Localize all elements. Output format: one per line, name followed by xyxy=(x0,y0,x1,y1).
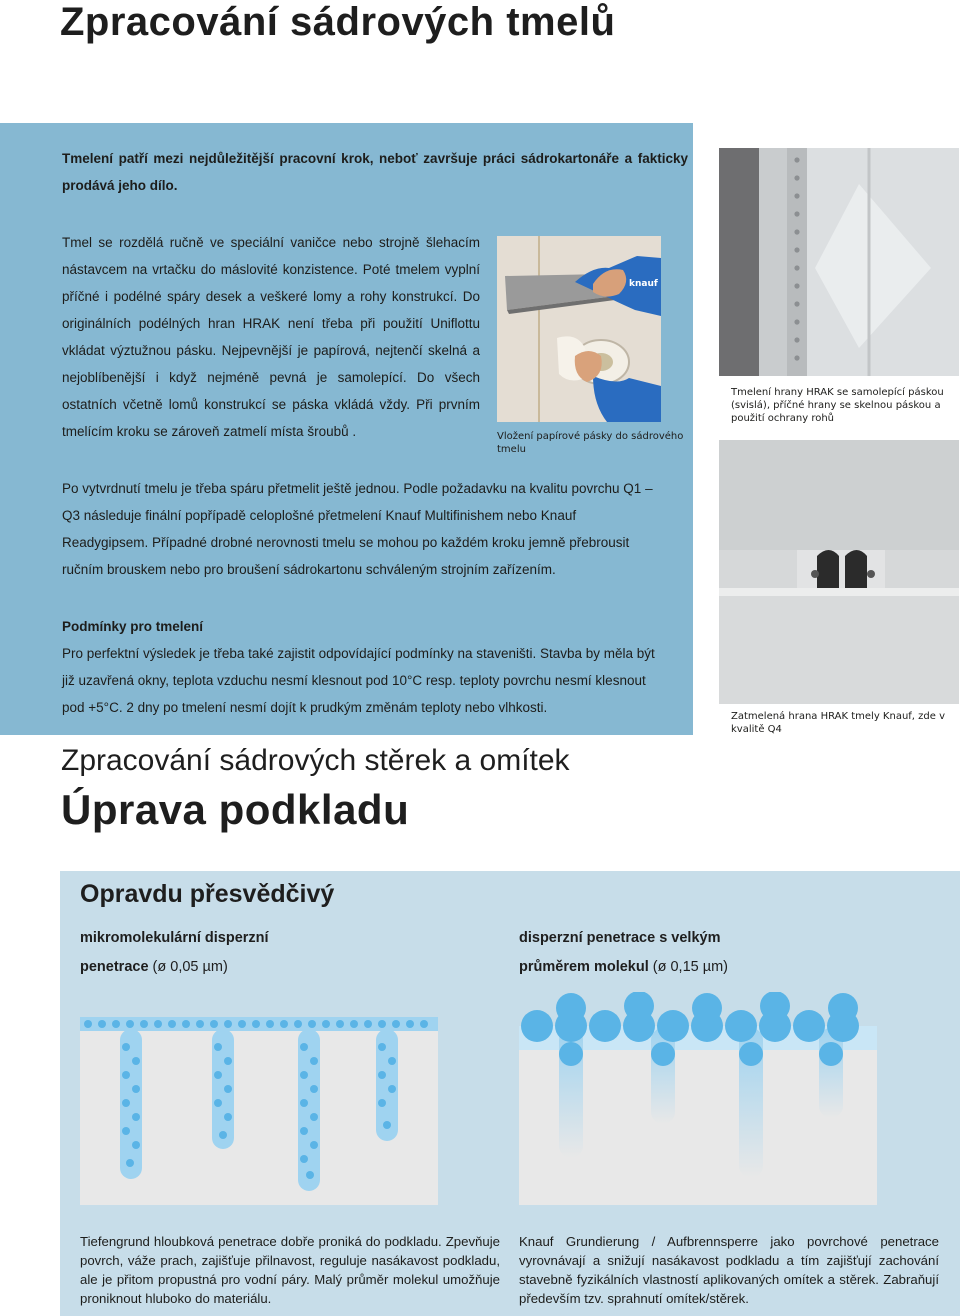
section-title: Zpracování sádrových stěrek a omítek xyxy=(61,744,570,777)
large-molecule-diagram xyxy=(519,992,877,1205)
large-molecule-title xyxy=(519,924,819,982)
conditions-heading: Podmínky pro tmelení xyxy=(62,619,204,634)
photo-corner-protection xyxy=(719,148,959,376)
micro-penetration-title xyxy=(80,924,380,982)
photo-finished-edge xyxy=(719,440,959,704)
pore-3 xyxy=(298,1029,320,1191)
photo-finished-edge-caption: Zatmelená hrana HRAK tmely Knauf, zde v kvalitě Q4 xyxy=(731,711,946,735)
photo-corner-protection-illustration xyxy=(719,148,959,376)
micro-penetration-title-bold: penetrace xyxy=(80,959,149,975)
deep-penetration-diagram xyxy=(80,1017,438,1205)
photo-finished-edge-illustration xyxy=(719,440,959,704)
micro-penetration-title-line1: mikromolekulární disperzní xyxy=(80,930,269,946)
conditions-paragraph: Pro perfektní výsledek je třeba také zajistit odpovídající podmínky na staveništi. Stavba by měla být již uzavřená okny, teplota vzduchu nesmí klesnout pod 10°C resp. teploty povrchu nesmí klesnout pod +5°C. 2 dny po tmelení nesmí dojít k prudkým změnám teploty nebo vlhkosti. xyxy=(62,646,655,715)
photo-corner-protection-caption: Tmelení hrany HRAK se samolepící páskou (svislá), příčné hrany se skelnou páskou a použití ochrany rohů xyxy=(731,387,944,424)
process-paragraph: Tmel se rozdělá ručně ve speciální vaničce nebo strojně šlehacím nástavcem na vrtačku do máslovité konzistence. Poté tmelem vyplní příčné i podélné spáry desek a veškeré lomy a rohy konstrukcí. Do originálních podélných hran HRAK není třeba při použití Uniflottu vkládat výztužnou pásku. Nejpevnější je papírová, nejtenčí skelná a nejoblíbenější i když nejméně pevná je samolepící. Do všech ostatních včetně lomů konstrukcí se páska vkládá vždy. Při prvním tmelícím kroku se zároveň zatmelí místa šroubů . xyxy=(62,235,480,439)
photo-tape-insertion-caption: Vložení papírové pásky do sádrového tmelu xyxy=(497,431,684,455)
intro-paragraph: Tmelení patří mezi nejdůležitější pracovní krok, neboť završuje práci sádrokartonáře a fakticky prodává jeho dílo. xyxy=(62,151,688,193)
large-molecule-title-bold: průměrem molekul xyxy=(519,959,649,975)
comparison-heading: Opravdu přesvědčivý xyxy=(80,880,335,908)
section-subtitle: Úprava podkladu xyxy=(61,786,410,833)
brand-logo: knauf xyxy=(629,279,658,289)
large-molecule-title-line1: disperzní penetrace s velkým xyxy=(519,930,721,946)
large-molecule-description: Knauf Grundierung / Aufbrennsperre jako povrchové penetrace vyrovnávají a snižují nasákavost podkladu a tím zajišťují zachování stavebně fyzikálních vlastností aplikovaných omítek a stěrek. Zabraňují především tzv. sprahnutí omítek/stěrek. xyxy=(519,1234,939,1306)
page-title: Zpracování sádrových tmelů xyxy=(60,0,616,44)
pore-1 xyxy=(120,1029,142,1179)
micro-penetration-size: (ø 0,05 µm) xyxy=(148,959,228,975)
finishing-paragraph: Po vytvrdnutí tmelu je třeba spáru přetmelit ještě jednou. Podle požadavku na kvalitu povrchu Q1 – Q3 následuje finální popřípadě celoplošné přetmelení Knauf Multifinishem nebo Knauf Readygipsem. Případné drobné nerovnosti tmelu se mohou po každém kroku jemně přebrousit ručním brouskem nebo pro broušení sádrokartonu schváleným strojním zařízením. xyxy=(62,481,653,577)
micro-penetration-description: Tiefengrund hloubková penetrace dobře proniká do podkladu. Zpevňuje povrch, váže prach, zajišťuje přilnavost, reguluje nasákavost podkladu, ale je přitom propustná pro vodní páry. Malý průměr molekul umožňuje proniknout hluboko do materiálu. xyxy=(80,1234,500,1306)
pore-4 xyxy=(376,1029,398,1141)
photo-tape-insertion xyxy=(497,236,661,422)
pore-2 xyxy=(212,1029,234,1149)
photo-tape-insertion-illustration xyxy=(497,236,661,422)
joint-gap xyxy=(817,550,839,588)
large-molecule-size: (ø 0,15 µm) xyxy=(648,959,729,975)
